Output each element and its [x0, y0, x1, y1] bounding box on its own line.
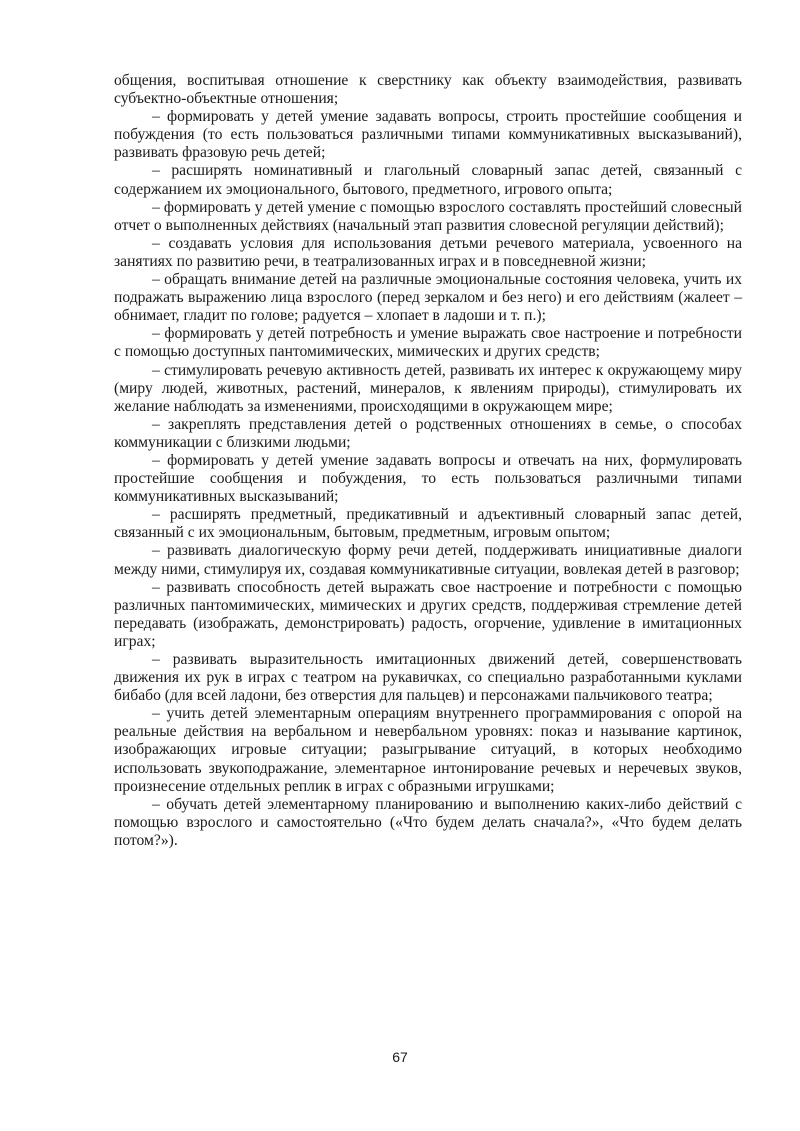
- list-item-ask-answer: – формировать у детей умение задавать вопросы и отвечать на них, формулировать простейшие сообщения и побуждения, то есть пользоваться различными типами коммуникативных высказываний;: [114, 451, 742, 506]
- paragraph-continuation: общения, воспитывая отношение к сверстнику как объекту взаимодействия, развивать субъектно-объектные отношения;: [114, 72, 742, 108]
- list-item-planning: – обучать детей элементарному планированию и выполнению каких-либо действий с помощью взрослого и самостоятельно («Что будем делать сначала?», «Что будем делать потом?»).: [114, 795, 742, 849]
- list-item-express-mood: – формировать у детей потребность и умение выражать свое настроение и потребности с помощью доступных пантомимических, мимических и других средств;: [114, 325, 742, 361]
- list-item-emotional-states: – обращать внимание детей на различные эмоциональные состояния человека, учить их подражать выражению лица взрослого (перед зеркалом и без него) и его действиям (жалеет – обнимает, гладит по голове; радуется – хлопает в ладоши и т. п.);: [114, 271, 742, 325]
- list-item-predicative-vocabulary: – расширять предметный, предикативный и адъективный словарный запас детей, связанный с их эмоциональным, бытовым, предметным, игровым опытом;: [114, 506, 742, 542]
- list-item-programming: – учить детей элементарным операциям внутреннего программирования с опорой на реальные действия на вербальном и невербальном уровнях: показ и называние картинок, изображающих игровые ситуации; разыгрывание ситуаций, в которых необходимо использовать звукоподражание, элементарное интонирование речевых и неречевых звуков, произнесение отдельных реплик в играх с образными игрушками;: [114, 705, 742, 795]
- list-item-questions: – формировать у детей умение задавать вопросы, строить простейшие сообщения и побуждения (то есть пользоваться различными типами коммуникативных высказываний), развивать фразовую речь детей;: [114, 108, 742, 162]
- list-item-verbal-report: – формировать у детей умение с помощью взрослого составлять простейший словесный отчет о выполненных действиях (начальный этап развития словесной регуляции действий);: [114, 198, 742, 234]
- list-item-dialogue: – развивать диалогическую форму речи детей, поддерживать инициативные диалоги между ними, стимулируя их, создавая коммуникативные ситуации, вовлекая детей в разговор;: [114, 542, 742, 578]
- list-item-speech-material: – создавать условия для использования детьми речевого материала, усвоенного на занятиях по развитию речи, в театрализованных играх и в повседневной жизни;: [114, 234, 742, 270]
- list-item-family-relations: – закреплять представления детей о родственных отношениях в семье, о способах коммуникации с близкими людьми;: [114, 415, 742, 451]
- page-body: [114, 72, 742, 850]
- list-item-speech-activity: – стимулировать речевую активность детей, развивать их интерес к окружающему миру (миру людей, животных, растений, минералов, к явлениям природы), стимулировать их желание наблюдать за изменениями, происходящими в окружающем мире;: [114, 361, 742, 415]
- page-number: 67: [392, 1049, 408, 1065]
- list-item-expressive-movements: – развивать выразительность имитационных движений детей, совершенствовать движения их рук в играх с театром на рукавичках, со специально разработанными куклами бибабо (для всей ладони, без отверстия для пальцев) и персонажами пальчикового театра;: [114, 651, 742, 705]
- list-item-express-ability: – развивать способность детей выражать свое настроение и потребности с помощью различных пантомимических, мимических и других средств, поддерживая стремление детей передавать (изображать, демонстрировать) радость, огорчение, удивление в имитационных играх;: [114, 578, 742, 650]
- list-item-vocabulary: – расширять номинативный и глагольный словарный запас детей, связанный с содержанием их эмоционального, бытового, предметного, игрового опыта;: [114, 162, 742, 198]
